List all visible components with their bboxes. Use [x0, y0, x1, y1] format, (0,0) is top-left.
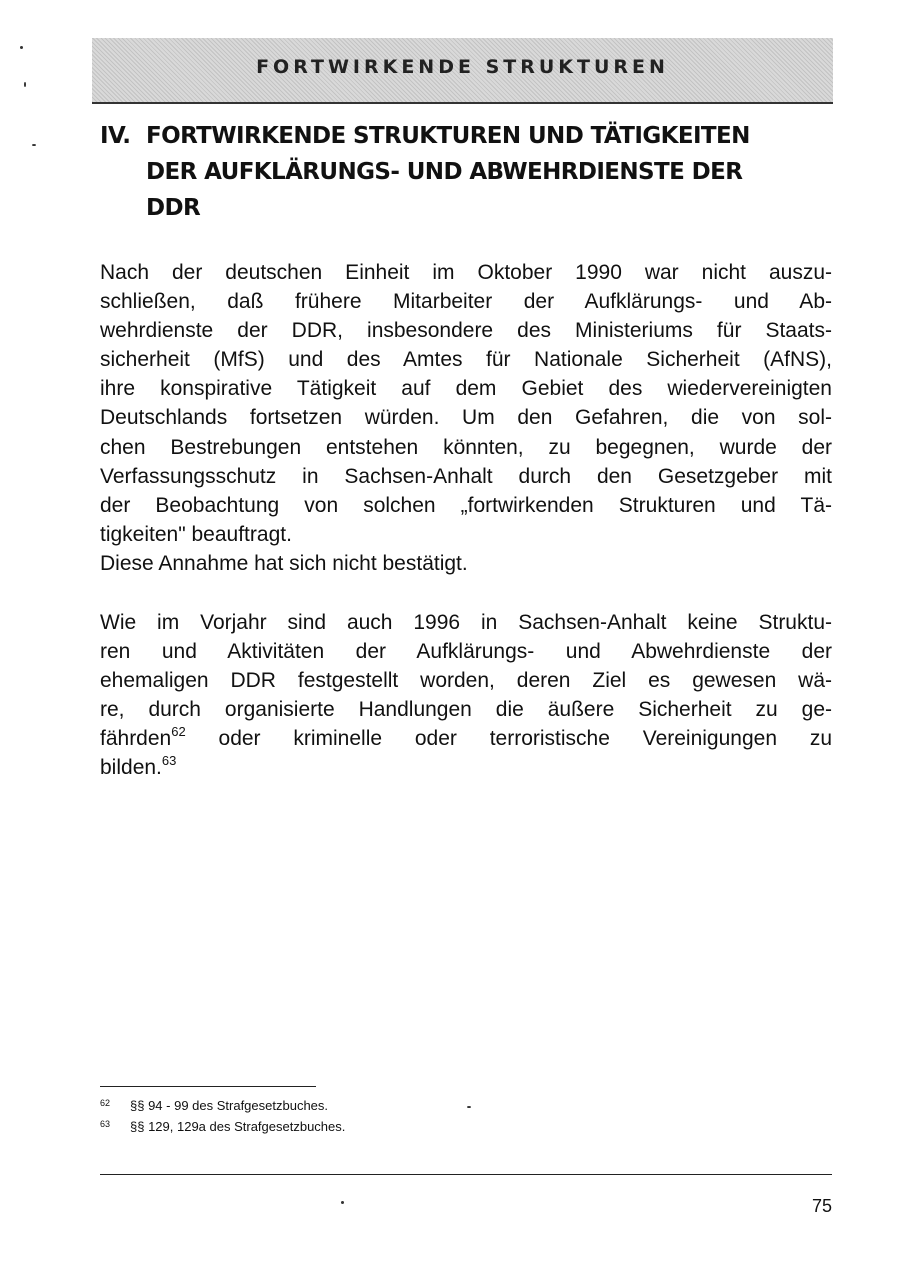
- paragraph-line: wehrdienste der DDR, insbesondere des Ministeriums für Staats-: [100, 319, 832, 343]
- scan-speck: [24, 82, 26, 87]
- paragraph-2: [100, 608, 832, 783]
- scan-speck: [467, 1106, 471, 1108]
- footnote-item: [100, 1115, 345, 1136]
- paragraph-line: Wie im Vorjahr sind auch 1996 in Sachsen-Anhalt keine Struktu-: [100, 611, 832, 634]
- footnotes: [100, 1094, 345, 1136]
- running-header: [92, 38, 833, 104]
- paragraph-line: tigkeiten" beauftragt.: [100, 522, 292, 546]
- paragraph-line: ren und Aktivitäten der Aufklärungs- und Abwehrdienste der: [100, 640, 832, 664]
- paragraph-line: re, durch organisierte Handlungen die äußere Sicherheit zu ge-: [100, 698, 832, 722]
- scan-speck: [341, 1201, 344, 1204]
- footnote-ref-63[interactable]: 63: [161, 753, 177, 769]
- footnote-item: [100, 1094, 345, 1115]
- scan-speck: [32, 144, 36, 146]
- chapter-title-part-1: FORTWIRKENDE STRUKTUREN UND TÄTIGKEITEN: [146, 123, 750, 149]
- chapter-heading: [100, 118, 840, 226]
- paragraph-line: sicherheit (MfS) und des Amtes für Nationale Sicherheit (AfNS),: [100, 348, 832, 372]
- paragraph-line: schließen, daß frühere Mitarbeiter der Aufklärungs- und Ab-: [100, 290, 832, 314]
- paragraph-line: Nach der deutschen Einheit im Oktober 1990 war nicht auszu-: [100, 261, 832, 284]
- paragraph-line: [100, 724, 832, 753]
- footnote-number: 63: [100, 1119, 111, 1129]
- line-text: bilden.: [100, 756, 162, 780]
- line-text: fährden: [100, 727, 172, 751]
- paragraph-line: ehemaligen DDR festgestellt worden, deren Ziel es gewesen wä-: [100, 669, 832, 693]
- chapter-heading-line-3: DDR: [146, 195, 201, 221]
- paragraph-line: Diese Annahme hat sich nicht bestätigt.: [100, 551, 468, 575]
- paragraph-line: der Beobachtung von solchen „fortwirkenden Strukturen und Tä-: [100, 493, 832, 517]
- chapter-number: IV.: [100, 123, 131, 149]
- paragraph-line: Verfassungsschutz in Sachsen-Anhalt durch den Gesetzgeber mit: [100, 464, 832, 488]
- line-text: oder kriminelle oder terroristische Vereinigungen zu: [185, 727, 832, 751]
- paragraph-1: [100, 258, 832, 578]
- running-header-title: FORTWIRKENDE STRUKTUREN: [256, 56, 669, 78]
- chapter-heading-line-2: DER AUFKLÄRUNGS- UND ABWEHRDIENSTE DER: [146, 159, 743, 185]
- chapter-heading-line-1: [100, 118, 840, 154]
- footnote-text: §§ 94 - 99 des Strafgesetzbuches.: [130, 1098, 329, 1113]
- page-number: 75: [811, 1196, 832, 1216]
- paragraph-line: chen Bestrebungen entstehen könnten, zu begegnen, wurde der: [100, 435, 832, 459]
- paragraph-line: [100, 753, 832, 782]
- footnote-ref-62[interactable]: 62: [171, 724, 186, 740]
- scan-speck: [20, 46, 23, 49]
- paragraph-line: ihre konspirative Tätigkeit auf dem Gebiet des wiedervereinigten: [100, 377, 832, 401]
- footnote-number: 62: [100, 1098, 111, 1108]
- footnote-text: §§ 129, 129a des Strafgesetzbuches.: [130, 1119, 346, 1134]
- footnote-separator: [100, 1086, 316, 1087]
- paragraph-line: Deutschlands fortsetzen würden. Um den Gefahren, die von sol-: [100, 406, 832, 430]
- page-footer-rule: [100, 1174, 832, 1175]
